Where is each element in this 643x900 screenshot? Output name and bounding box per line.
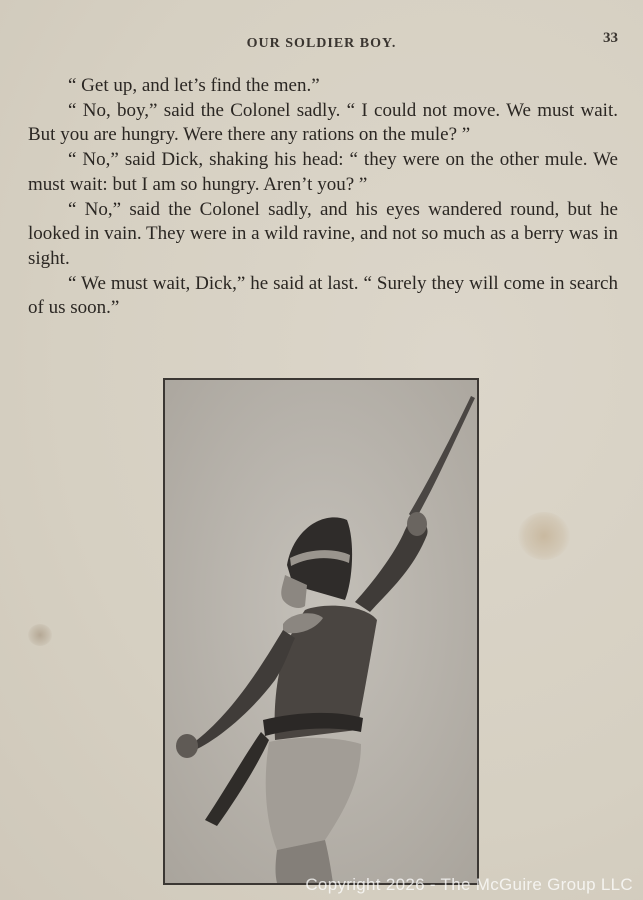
paragraph: “ We must wait, Dick,” he said at last. “ Surely they will come in search of us soon.” [28,272,618,319]
page-number: 33 [603,30,618,46]
body-text [28,74,618,321]
soldier-illustration [165,380,477,883]
paragraph: “ No,” said the Colonel sadly, and his eyes wandered round, but he looked in vain. They were in a wild ravine, and not so much as a berry was in sight. [28,198,618,269]
running-head: OUR SOLDIER BOY. [246,36,397,51]
paragraph: “ No, boy,” said the Colonel sadly. “ I could not move. We must wait. But you are hungry. Were there any rations on the mule? ” [28,99,618,146]
fist [176,734,198,758]
paper-stain [28,624,52,646]
paragraph: “ Get up, and let’s find the men.” [68,75,320,96]
paragraph: “ No,” said Dick, shaking his head: “ they were on the other mule. We must wait: but I am so hungry. Aren’t you? ” [28,149,618,195]
illustration-plate [163,378,479,885]
paper-stain [518,512,570,560]
copyright-watermark: Copyright 2026 - The McGuire Group LLC [305,875,633,894]
raised-hand [407,512,427,536]
